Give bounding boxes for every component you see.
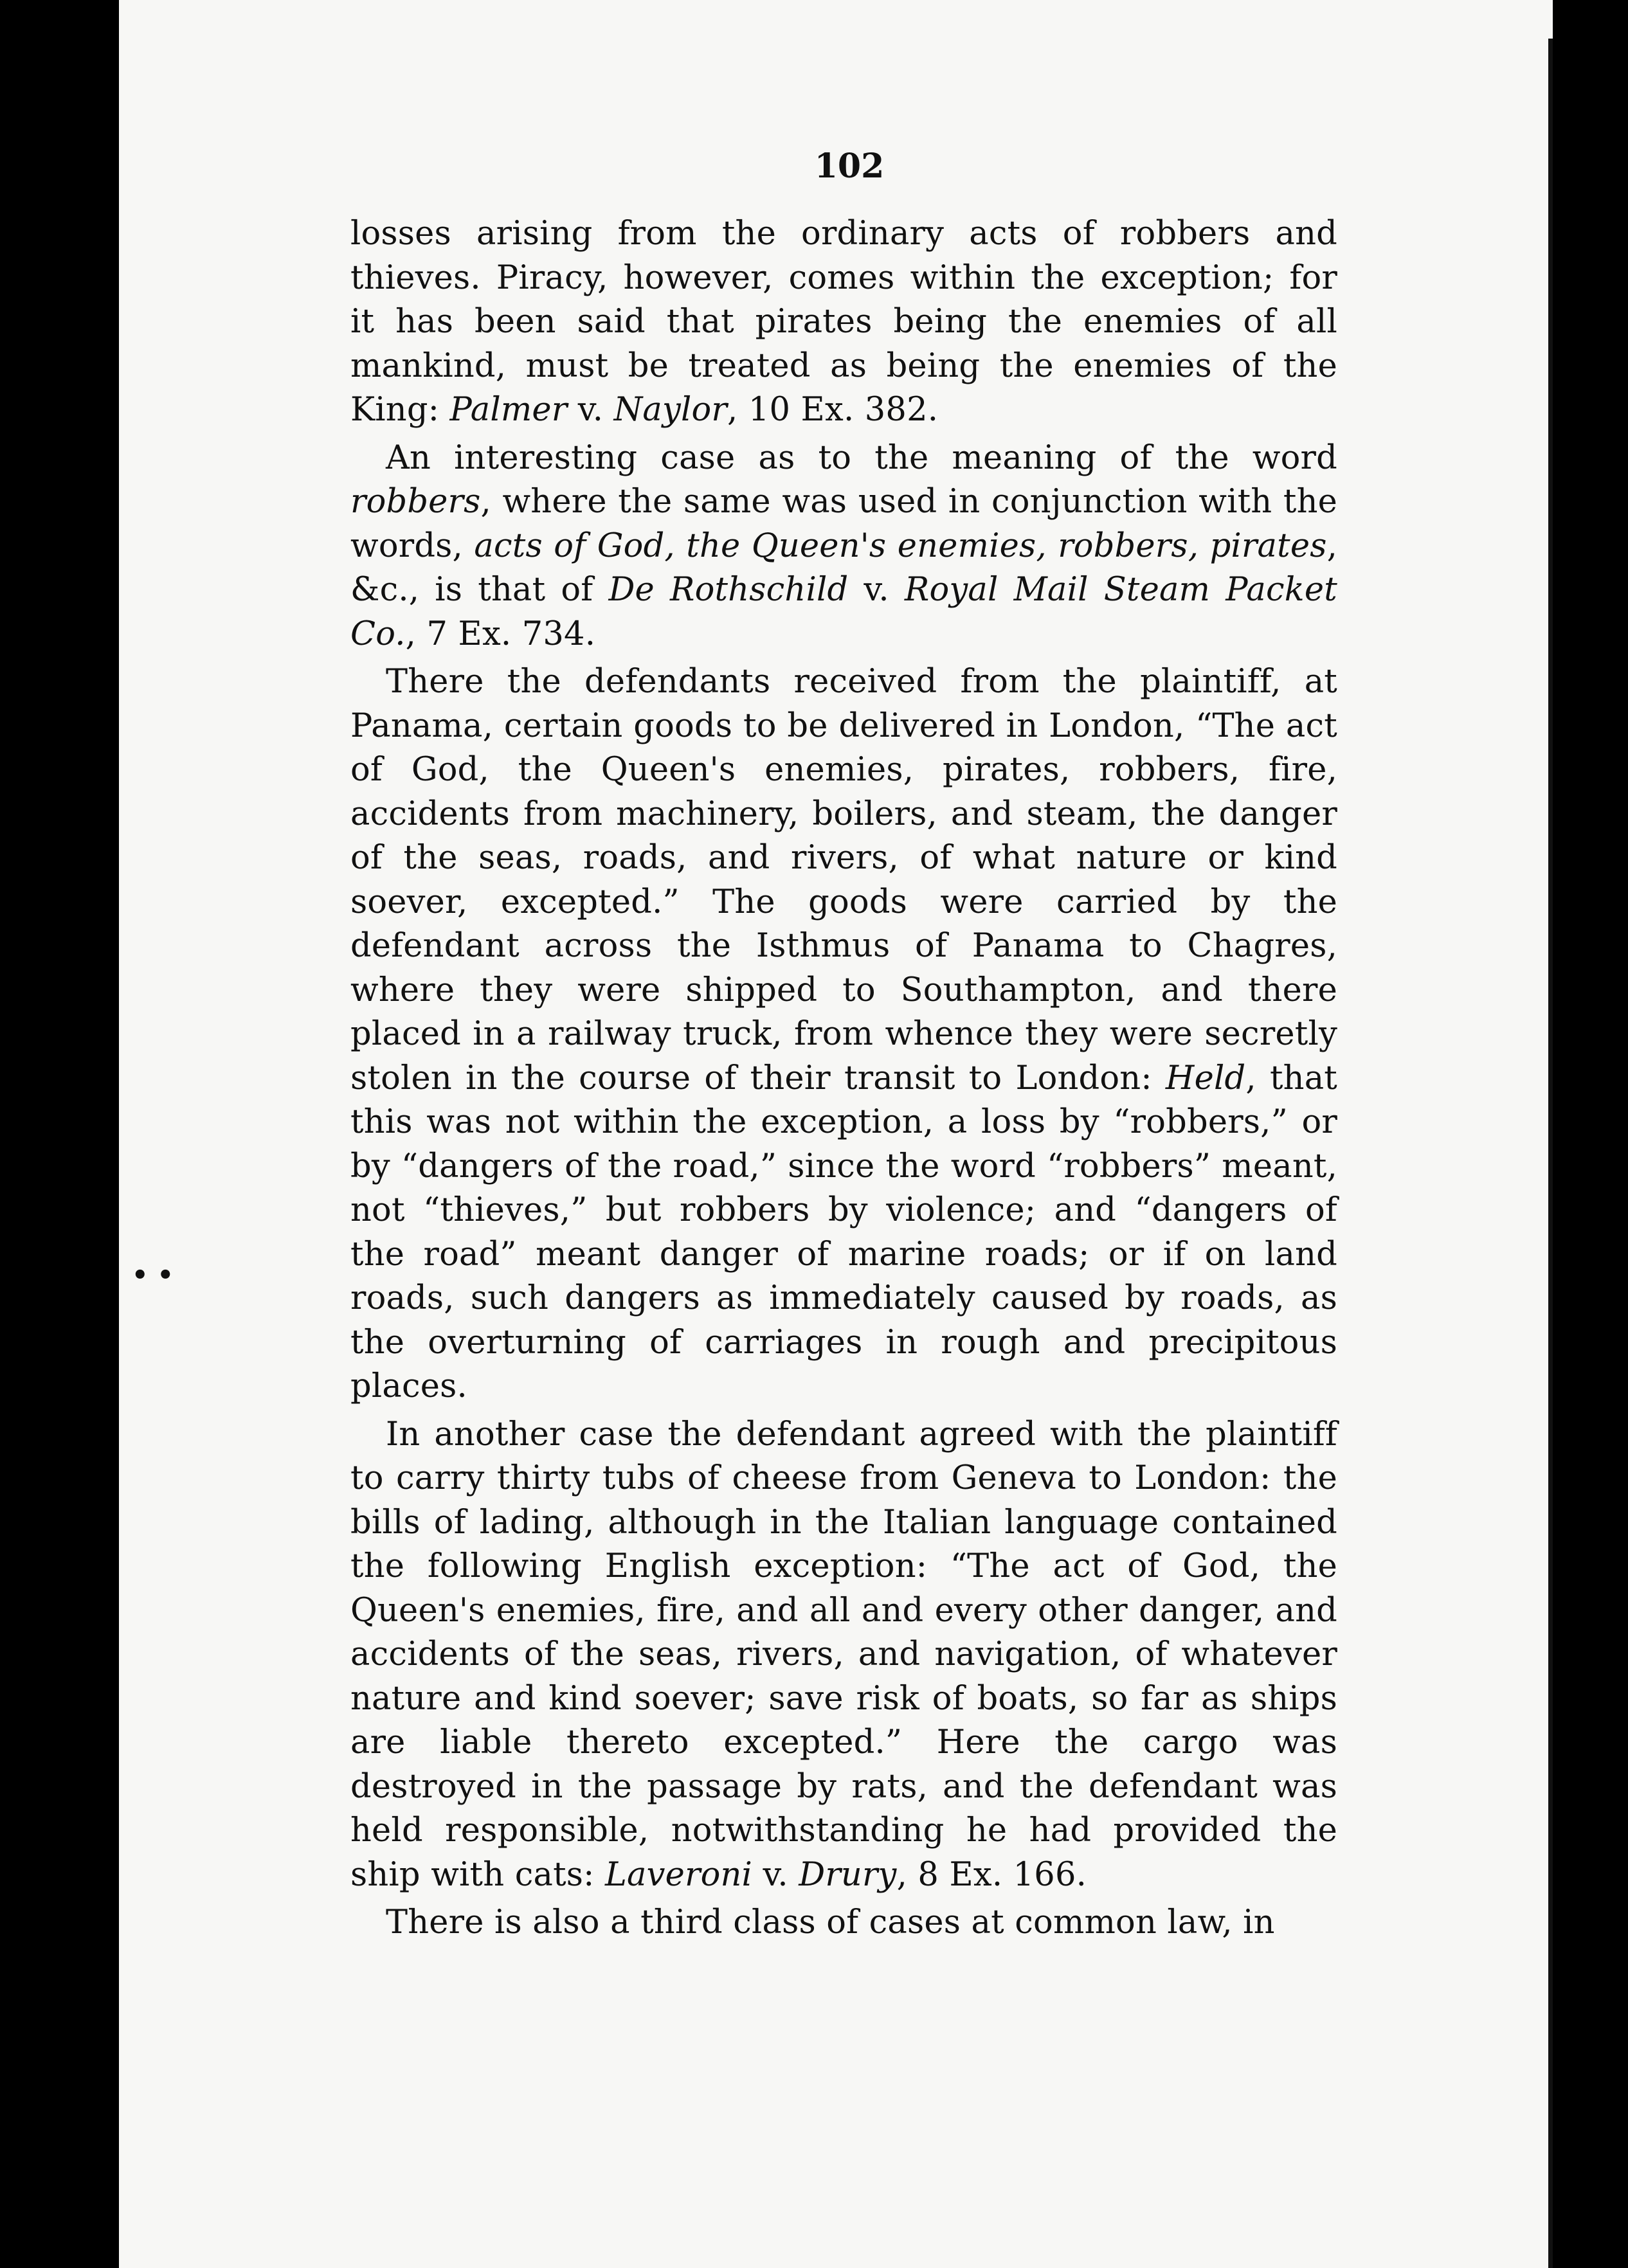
paragraph-5 bbox=[350, 1901, 1337, 1945]
italic-citation: Drury bbox=[799, 1855, 897, 1894]
italic-citation: De Rothschild bbox=[608, 571, 849, 609]
italic-citation: robbers bbox=[350, 483, 481, 521]
text-run: , where the same was used in conjunction with the words, bbox=[350, 483, 1337, 565]
text-run: , &c., is that of bbox=[350, 526, 1337, 609]
italic-citation: Naylor bbox=[613, 391, 728, 429]
paragraph-3 bbox=[350, 660, 1337, 1409]
text-run: There the defendants received from the plaintiff, at Panama, certain goods to be delivered in London, “The act of God, the Queen's enemies, pirates, robbers, fire, accidents from machinery, boilers, and steam, the danger of the seas, roads, and rivers, of what nature or kind soever, excepted.” The goods were carried by the defendant across the Isthmus of Panama to Chagres, where they were shipped to Southampton, and there placed in a railway truck, from whence they were secretly stolen in the course of their transit to London: bbox=[350, 663, 1337, 1097]
italic-citation: Palmer bbox=[449, 391, 568, 429]
text-run: , 8 Ex. 166. bbox=[896, 1855, 1087, 1894]
margin-marks: • • bbox=[132, 1260, 174, 1290]
text-run: An interesting case as to the meaning of the word bbox=[386, 438, 1337, 477]
text-run: , that this was not within the exception, a loss by “robbers,” or by “dangers of the road,” since the word “robbers” meant, not “thieves,” but robbers by violence; and “dangers of the road” meant danger of marine roads; or if on land roads, such dangers as immediately caused by roads, as the overturning of carriages in rough and precipitous places. bbox=[350, 1059, 1337, 1405]
text-run: v. bbox=[567, 391, 614, 429]
italic-citation: Royal Mail Steam Packet Co. bbox=[350, 571, 1337, 653]
text-run: In another case the defendant agreed with the plaintiff to carry thirty tubs of cheese from Geneva to London: the bills of lading, although in the Italian language contained the following English exception: “The act of God, the Queen's enemies, fire, and all and every other danger, and accidents of the seas, rivers, and navigation, of whatever nature and kind soever; save risk of boats, so far as ships are liable thereto excepted.” Here the cargo was destroyed in the passage by rats, and the defendant was held responsible, notwithstanding he had provided the ship with cats: bbox=[350, 1415, 1337, 1894]
paragraph-1 bbox=[350, 212, 1337, 433]
text-run: There is also a third class of cases at common law, in bbox=[386, 1904, 1275, 1941]
text-run: losses arising from the ordinary acts of robbers and thieves. Piracy, however, comes within the exception; for it has been said that pirates being the enemies of all mankind, must be treated as being the enemies of the King: bbox=[350, 215, 1337, 429]
page-edge-rule bbox=[1548, 39, 1553, 2268]
text-run: , 7 Ex. 734. bbox=[405, 615, 596, 653]
page-number: 102 bbox=[814, 147, 885, 186]
text-run: v. bbox=[752, 1855, 799, 1894]
italic-citation: Held bbox=[1165, 1059, 1246, 1097]
paragraph-2 bbox=[350, 437, 1337, 657]
italic-citation: acts of God, the Queen's enemies, robbers, pirates bbox=[474, 526, 1327, 565]
italic-citation: Laveroni bbox=[604, 1855, 753, 1894]
text-run: , 10 Ex. 382. bbox=[727, 391, 939, 429]
text-run: v. bbox=[848, 571, 905, 609]
body-text bbox=[350, 212, 1337, 1949]
paragraph-4 bbox=[350, 1413, 1337, 1898]
